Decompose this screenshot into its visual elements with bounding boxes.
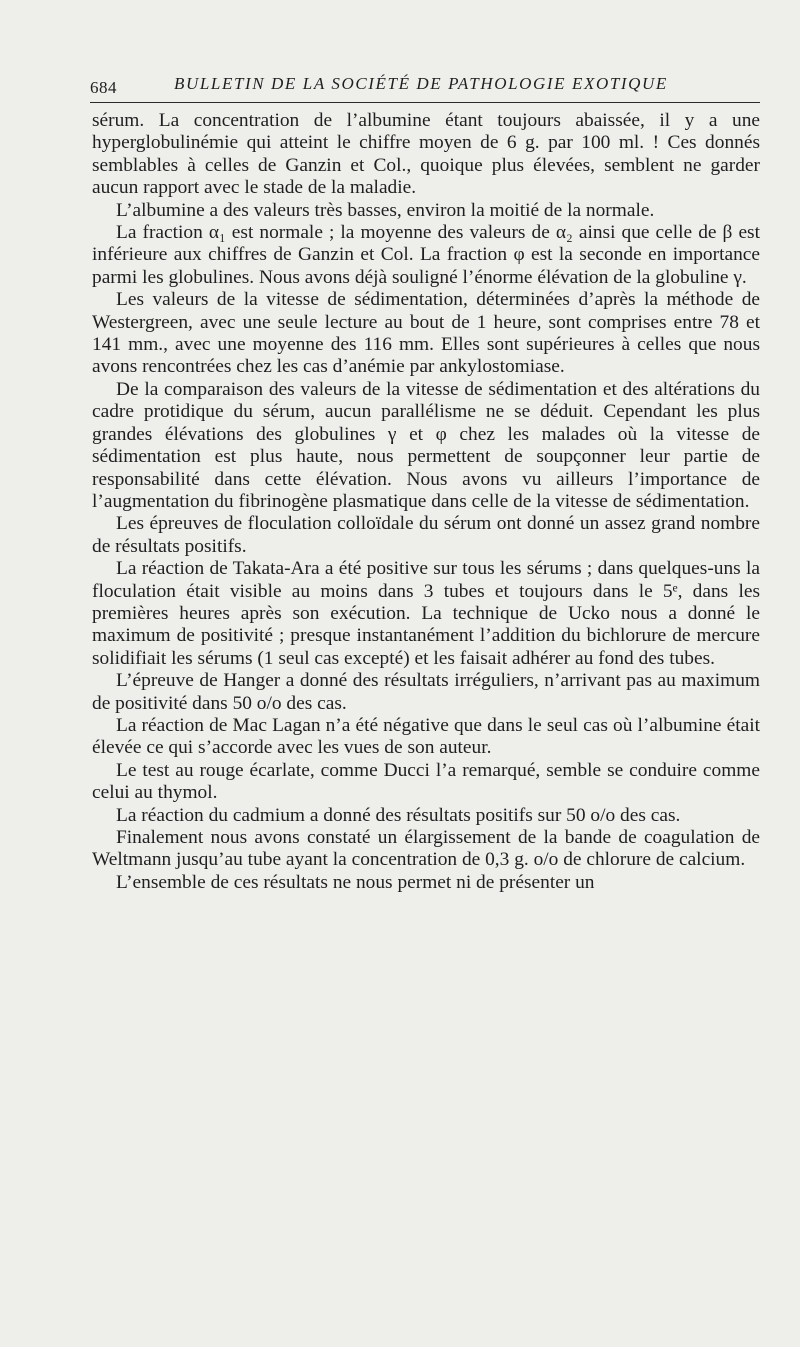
paragraph: La réaction de Mac Lagan n’a été négative que dans le seul cas où l’albumine était élevée ce qui s’accorde avec les vues de son auteur. — [92, 714, 760, 759]
running-header — [90, 70, 760, 103]
paragraph: L’épreuve de Hanger a donné des résultats irréguliers, n’arrivant pas au maximum de positivité dans 50 o/o des cas. — [92, 670, 760, 714]
paragraph: Le test au rouge écarlate, comme Ducci l’a remarqué, semble se conduire comme celui au thymol. — [92, 759, 760, 804]
page-number: 684 — [90, 78, 117, 97]
paragraph: De la comparaison des valeurs de la vitesse de sédimentation et des altérations du cadre protidique du sérum, aucun parallélisme ne se déduit. Cependant les plus grandes élévations des globulines γ et φ chez les malades où la vitesse de sédimentation est plus haute, nous permettent de soupçonner leur partie de responsabilité dans cette élévation. Nous avons vu ailleurs l’importance de l’augmentation du fibrinogène plasmatique dans celle de la vitesse de sédimentation. — [92, 378, 760, 512]
paragraph: sérum. La concentration de l’albumine étant toujours abaissée, il y a une hyperglobulinémie qui atteint le chiffre moyen de 6 g. par 100 ml. ! Ces donnés semblables à celles de Ganzin et Col., quoique plus élevées, semblent ne garder aucun rapport avec le stade de la maladie. — [92, 110, 760, 199]
paragraph: Finalement nous avons constaté un élargissement de la bande de coagulation de Weltmann jusqu’au tube ayant la concentration de 0,3 g. o/o de chlorure de calcium. — [92, 827, 760, 871]
paragraph: L’ensemble de ces résultats ne nous permet ni de présenter un — [116, 871, 595, 893]
paragraph: La fraction α₁ est normale ; la moyenne des valeurs de α₂ ainsi que celle de β est inférieure aux chiffres de Ganzin et Col. La fraction φ est la seconde en importance parmi les globulines. Nous avons déjà souligné l’énorme élévation de la globuline γ. — [92, 222, 760, 288]
paragraph: La réaction du cadmium a donné des résultats positifs sur 50 o/o des cas. — [116, 804, 681, 826]
running-title: BULLETIN DE LA SOCIÉTÉ DE PATHOLOGIE EXOTIQUE — [174, 74, 668, 93]
paragraph: Les épreuves de floculation colloïdale du sérum ont donné un assez grand nombre de résultats positifs. — [92, 513, 760, 557]
paragraph: La réaction de Takata-Ara a été positive sur tous les sérums ; dans quelques-uns la floculation était visible au moins dans 3 tubes et toujours dans le 5ᵉ, dans les premières heures après son exécution. La technique de Ucko nous a donné le maximum de positivité ; presque instantanément l’addition du bichlorure de mercure solidifiait les sérums (1 seul cas excepté) et les faisait adhérer au fond des tubes. — [92, 558, 760, 669]
paragraph: L’albumine a des valeurs très basses, environ la moitié de la normale. — [116, 199, 655, 221]
paragraph: Les valeurs de la vitesse de sédimentation, déterminées d’après la méthode de Westergreen, avec une seule lecture au bout de 1 heure, sont comprises entre 78 et 141 mm., avec une moyenne des 116 mm. Elles sont supérieures à celles que nous avons rencontrées chez les cas d’anémie par ankylostomiase. — [92, 289, 760, 378]
body-text — [92, 110, 760, 894]
